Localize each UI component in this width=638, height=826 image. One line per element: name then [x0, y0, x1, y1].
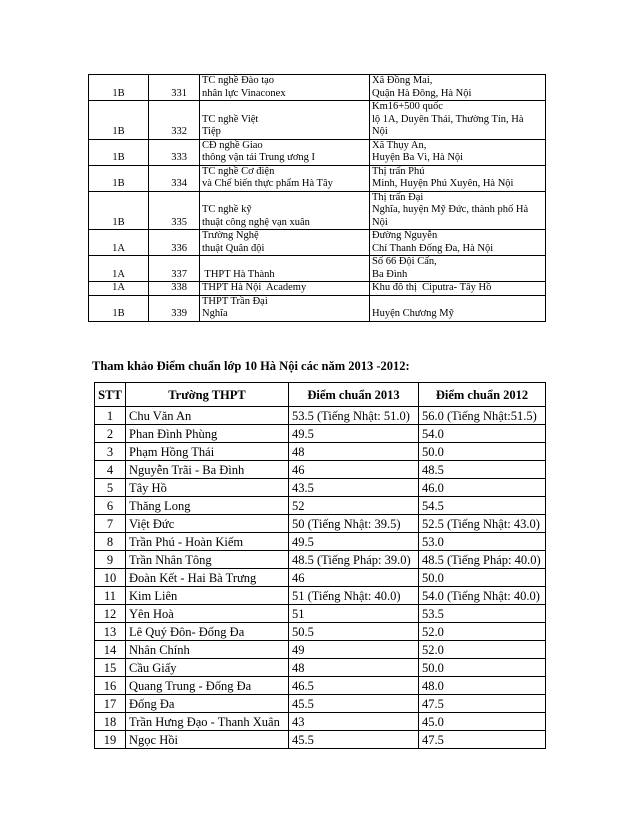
school-name-line: TC nghề kỹ	[202, 204, 252, 215]
school-name-line: THPT Hà Nội Academy	[202, 282, 307, 293]
school-name-line: TC nghề Đào tạo	[202, 75, 275, 86]
stt-cell: 3	[95, 443, 126, 461]
school-address-line: Thị trấn Phú	[372, 165, 425, 177]
school-address-line: Số 66 Đội Cấn,	[372, 256, 437, 267]
school-cell: Trần Nhân Tông	[126, 551, 289, 569]
score-2013-cell: 49.5	[289, 533, 419, 551]
score-row	[95, 443, 546, 461]
score-2012-cell: 54.0 (Tiếng Nhật: 40.0)	[419, 587, 546, 605]
school-cell: Đoàn Kết - Hai Bà Trưng	[126, 569, 289, 587]
score-2012-cell: 56.0 (Tiếng Nhật:51.5)	[419, 407, 546, 425]
school-address-cell	[370, 139, 546, 165]
stt-cell: 2	[95, 425, 126, 443]
school-cell: Ngọc Hồi	[126, 731, 289, 749]
school-address-cell	[370, 191, 546, 230]
score-row	[95, 497, 546, 515]
stt-cell: 7	[95, 515, 126, 533]
stt-cell: 11	[95, 587, 126, 605]
school-name-line: và Chế biến thực phẩm Hà Tây	[202, 178, 333, 189]
school-address-line: Nghĩa, huyện Mỹ Đức, thành phố Hà	[372, 204, 529, 215]
school-name-cell	[200, 282, 370, 296]
score-2012-cell: 50.0	[419, 569, 546, 587]
school-name-cell	[200, 295, 370, 321]
school-type-cell: 1B	[89, 101, 149, 140]
score-2012-cell: 52.0	[419, 623, 546, 641]
school-list-row	[89, 165, 546, 191]
school-address-cell	[370, 101, 546, 140]
score-2013-cell: 43	[289, 713, 419, 731]
school-list-row	[89, 191, 546, 230]
school-cell: Đống Đa	[126, 695, 289, 713]
stt-cell: 9	[95, 551, 126, 569]
school-cell: Tây Hồ	[126, 479, 289, 497]
school-type-cell: 1B	[89, 75, 149, 101]
stt-cell: 14	[95, 641, 126, 659]
school-address-line: lộ 1A, Duyên Thái, Thường Tín, Hà	[372, 113, 524, 125]
school-cell: Kim Liên	[126, 587, 289, 605]
stt-cell: 8	[95, 533, 126, 551]
stt-cell: 15	[95, 659, 126, 677]
school-name-cell	[200, 101, 370, 140]
school-cell: Lê Quý Đôn- Đống Đa	[126, 623, 289, 641]
school-type-cell: 1A	[89, 256, 149, 282]
school-address-line: Xã Thụy An,	[372, 139, 427, 151]
stt-cell: 6	[95, 497, 126, 515]
score-2012-cell: 54.5	[419, 497, 546, 515]
score-row	[95, 479, 546, 497]
school-type-cell: 1B	[89, 165, 149, 191]
school-list-body	[89, 75, 546, 322]
school-name-line: Tiệp	[202, 126, 221, 137]
header-score-2012: Điểm chuẩn 2012	[419, 383, 546, 407]
school-cell: Chu Văn An	[126, 407, 289, 425]
school-number-cell: 335	[149, 191, 200, 230]
school-cell: Trần Hưng Đạo - Thanh Xuân	[126, 713, 289, 731]
score-2013-cell: 46.5	[289, 677, 419, 695]
school-type-cell: 1B	[89, 139, 149, 165]
score-2013-cell: 48.5 (Tiếng Pháp: 39.0)	[289, 551, 419, 569]
score-2013-cell: 51	[289, 605, 419, 623]
school-name-cell	[200, 75, 370, 101]
score-2012-cell: 52.0	[419, 641, 546, 659]
score-row	[95, 695, 546, 713]
score-row	[95, 461, 546, 479]
section-heading: Tham khảo Điểm chuẩn lớp 10 Hà Nội các năm 2013 -2012:	[92, 359, 410, 373]
score-2012-cell: 50.0	[419, 443, 546, 461]
school-address-cell	[370, 75, 546, 101]
stt-cell: 17	[95, 695, 126, 713]
score-2013-cell: 43.5	[289, 479, 419, 497]
stt-cell: 19	[95, 731, 126, 749]
score-2012-cell: 48.0	[419, 677, 546, 695]
score-2012-cell: 48.5	[419, 461, 546, 479]
score-row	[95, 623, 546, 641]
score-2013-cell: 49	[289, 641, 419, 659]
header-score-2013: Điểm chuẩn 2013	[289, 383, 419, 407]
school-cell: Quang Trung - Đống Đa	[126, 677, 289, 695]
school-name-line: thông vận tải Trung ương I	[202, 152, 316, 163]
score-2013-cell: 48	[289, 659, 419, 677]
score-2012-cell: 46.0	[419, 479, 546, 497]
score-2012-cell: 52.5 (Tiếng Nhật: 43.0)	[419, 515, 546, 533]
score-row	[95, 659, 546, 677]
score-2012-cell: 45.0	[419, 713, 546, 731]
school-list-table	[88, 74, 546, 322]
school-list-row	[89, 101, 546, 140]
school-name-line: thuật Quân đội	[202, 242, 265, 254]
school-cell: Cầu Giấy	[126, 659, 289, 677]
score-2013-cell: 46	[289, 461, 419, 479]
school-list-row	[89, 282, 546, 296]
score-row	[95, 641, 546, 659]
school-name-line: nhân lực Vinaconex	[202, 87, 286, 99]
school-address-line: Đường Nguyễn	[372, 230, 438, 241]
score-row	[95, 713, 546, 731]
stt-cell: 1	[95, 407, 126, 425]
stt-cell: 13	[95, 623, 126, 641]
school-address-cell	[370, 256, 546, 282]
score-2013-cell: 50 (Tiếng Nhật: 39.5)	[289, 515, 419, 533]
school-number-cell: 333	[149, 139, 200, 165]
score-2012-cell: 53.5	[419, 605, 546, 623]
school-address-line: Ba Đình	[372, 268, 408, 280]
school-address-line: Minh, Huyện Phú Xuyên, Hà Nội	[372, 178, 514, 189]
school-cell: Nguyễn Trãi - Ba Đình	[126, 461, 289, 479]
school-list-row	[89, 256, 546, 282]
school-name-line: TC nghề Việt	[202, 113, 259, 125]
score-2013-cell: 45.5	[289, 695, 419, 713]
school-name-line: CĐ nghề Giao	[202, 139, 263, 151]
school-list-row	[89, 230, 546, 256]
school-list-row	[89, 75, 546, 101]
score-2012-cell: 50.0	[419, 659, 546, 677]
school-address-cell	[370, 295, 546, 321]
school-name-line: thuật công nghệ vạn xuân	[202, 216, 310, 228]
admission-score-table	[94, 382, 546, 749]
school-number-cell: 336	[149, 230, 200, 256]
score-2013-cell: 50.5	[289, 623, 419, 641]
score-2013-cell: 51 (Tiếng Nhật: 40.0)	[289, 587, 419, 605]
stt-cell: 18	[95, 713, 126, 731]
school-address-line: Huyện Chương Mỹ	[372, 308, 454, 319]
school-address-line: Chí Thanh Đống Đa, Hà Nội	[372, 242, 494, 254]
score-row	[95, 407, 546, 425]
school-name-line: TC nghề Cơ điện	[202, 165, 275, 177]
school-address-line: Quận Hà Đông, Hà Nội	[372, 87, 472, 99]
school-name-cell	[200, 165, 370, 191]
school-address-line: Km16+500 quốc	[372, 101, 443, 112]
score-row	[95, 515, 546, 533]
school-address-cell	[370, 282, 546, 296]
school-address-line: Khu đô thị Ciputra- Tây Hồ	[372, 282, 492, 293]
score-row	[95, 533, 546, 551]
stt-cell: 16	[95, 677, 126, 695]
school-address-line: Huyện Ba Vì, Hà Nội	[372, 152, 464, 163]
school-name-line: Trường Nghệ	[202, 230, 259, 241]
stt-cell: 4	[95, 461, 126, 479]
school-address-line: Nội	[372, 126, 388, 137]
score-2012-cell: 47.5	[419, 695, 546, 713]
school-address-line: Xã Đồng Mai,	[372, 75, 433, 86]
score-2012-cell: 53.0	[419, 533, 546, 551]
school-number-cell: 339	[149, 295, 200, 321]
school-number-cell: 338	[149, 282, 200, 296]
school-type-cell: 1B	[89, 191, 149, 230]
school-name-cell	[200, 139, 370, 165]
school-cell: Thăng Long	[126, 497, 289, 515]
score-table-header	[95, 383, 546, 407]
school-name-line: Nghĩa	[202, 308, 228, 319]
school-name-line: THPT Trần Đại	[202, 295, 268, 307]
stt-cell: 10	[95, 569, 126, 587]
school-cell: Việt Đức	[126, 515, 289, 533]
score-table-body	[95, 407, 546, 749]
score-row	[95, 587, 546, 605]
school-address-cell	[370, 230, 546, 256]
school-cell: Phan Đình Phùng	[126, 425, 289, 443]
school-name-cell	[200, 230, 370, 256]
header-stt: STT	[95, 383, 126, 407]
score-2012-cell: 48.5 (Tiếng Pháp: 40.0)	[419, 551, 546, 569]
school-type-cell: 1A	[89, 230, 149, 256]
score-row	[95, 605, 546, 623]
school-cell: Yên Hoà	[126, 605, 289, 623]
score-2013-cell: 48	[289, 443, 419, 461]
school-name-cell	[200, 191, 370, 230]
score-row	[95, 425, 546, 443]
school-number-cell: 332	[149, 101, 200, 140]
stt-cell: 12	[95, 605, 126, 623]
school-number-cell: 331	[149, 75, 200, 101]
school-address-cell	[370, 165, 546, 191]
score-2013-cell: 52	[289, 497, 419, 515]
school-name-cell	[200, 256, 370, 282]
school-address-line: Nội	[372, 216, 388, 228]
score-row	[95, 551, 546, 569]
school-list-row	[89, 139, 546, 165]
school-number-cell: 334	[149, 165, 200, 191]
school-address-line: Thị trấn Đại	[372, 191, 424, 203]
score-2012-cell: 47.5	[419, 731, 546, 749]
score-2013-cell: 53.5 (Tiếng Nhật: 51.0)	[289, 407, 419, 425]
school-list-row	[89, 295, 546, 321]
school-number-cell: 337	[149, 256, 200, 282]
score-2012-cell: 54.0	[419, 425, 546, 443]
score-row	[95, 569, 546, 587]
score-row	[95, 731, 546, 749]
school-cell: Trần Phú - Hoàn Kiếm	[126, 533, 289, 551]
school-cell: Nhân Chính	[126, 641, 289, 659]
school-type-cell: 1A	[89, 282, 149, 296]
school-cell: Phạm Hồng Thái	[126, 443, 289, 461]
school-type-cell: 1B	[89, 295, 149, 321]
school-name-line: THPT Hà Thành	[202, 268, 275, 280]
score-row	[95, 677, 546, 695]
score-2013-cell: 49.5	[289, 425, 419, 443]
score-2013-cell: 46	[289, 569, 419, 587]
stt-cell: 5	[95, 479, 126, 497]
header-school: Trường THPT	[126, 383, 289, 407]
score-2013-cell: 45.5	[289, 731, 419, 749]
